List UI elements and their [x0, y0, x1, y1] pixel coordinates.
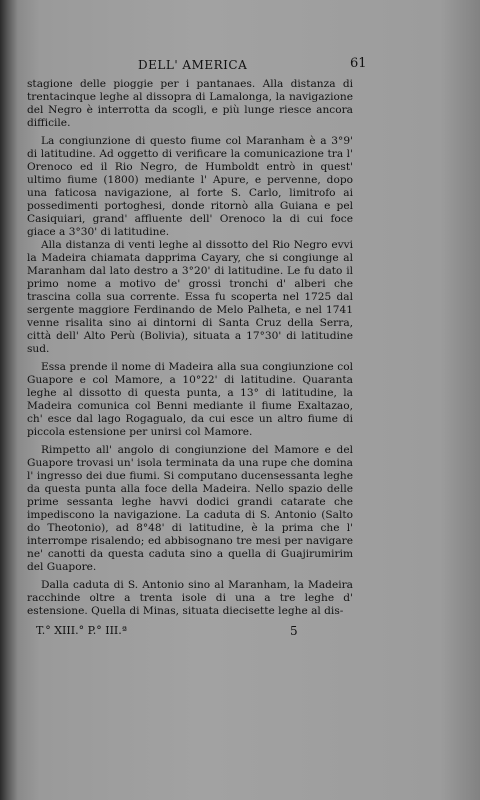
paragraph-4: Essa prende il nome di Madeira alla sua congiunzione col Guapore e col Mamore, a 10°22' di latitudine. Quaranta leghe al dissotto di questa punta, a 13° di latitudine, la Madeira comunica col Benni mediante il fiume Exaltazao, ch' esce dal lago Rogagualo, da cui esce un altro fiume di piccola estensione per unirsi col Mamore.	[27, 361, 353, 438]
signature-number: 5	[290, 624, 298, 638]
paragraph-3: Alla distanza di venti leghe al dissotto del Rio Negro evvi la Madeira chiamata dapprima Cayary, che si congiunge al Maranham dal lato destro a 3°20' di latitudine. Le fu dato il primo nome a motivo de' grossi tronchi d' alberi che trascina colla sua corrente. Essa fu scoperta nel 1725 dal sergente maggiore Ferdinando de Melo Palheta, e nel 1741 venne risalita sino ai dintorni di Santa Cruz della Serra, città dell' Alto Perù (Bolivia), situata a 17°30' di latitudine sud.	[27, 239, 353, 355]
signature-mark: T.° XIII.° P.° III.ª	[36, 624, 127, 637]
paragraph-2: La congiunzione di questo fiume col Maranham è a 3°9' di latitudine. Ad oggetto di verificare la comunicazione tra l' Orenoco ed il Rio Negro, de Humboldt entrò in quest' ultimo fiume (1800) mediante l' Apure, e pervenne, dopo una faticosa navigazione, al forte S. Carlo, limitrofo ai possedimenti portoghesi, donde ritornò alla Guiana e pel Casiquiari, grand' affluente dell' Orenoco la di cui foce giace a 3°30' di latitudine.	[27, 135, 353, 238]
page-number: 61	[350, 56, 367, 71]
signature-line	[36, 624, 356, 640]
running-title: DELL' AMERICA	[138, 58, 248, 72]
page-edge-shadow	[440, 0, 480, 800]
page-header	[18, 54, 367, 74]
body-text	[27, 78, 353, 618]
paragraph-6: Dalla caduta di S. Antonio sino al Maranham, la Madeira racchinde oltre a trenta isole di una a tre leghe d' estensione. Quella di Minas, situata diecisette leghe al dis-	[27, 579, 353, 617]
paragraph-1: stagione delle pioggie per i pantanaes. Alla distanza di trentacinque leghe al dissopra di Lamalonga, la navigazione del Negro è interrotta da scogli, e più lunge riesce ancora difficile.	[27, 78, 353, 129]
paragraph-5: Rimpetto all' angolo di congiunzione del Mamore e del Guapore trovasi un' isola terminata da una rupe che domina l' ingresso dei due fiumi. Si computano ducensessanta leghe da questa punta alla foce della Madeira. Nello spazio delle prime sessanta leghe havvi dodici grandi catarate che impediscono la navigazione. La caduta di S. Antonio (Salto do Theotonio), ad 8°48' di latitudine, è la prima che l' interrompe risalendo; ed abbisognano tre mesi per navigare ne' canotti da questa caduta sino a quella di Guajirumirim del Guapore.	[27, 444, 353, 573]
